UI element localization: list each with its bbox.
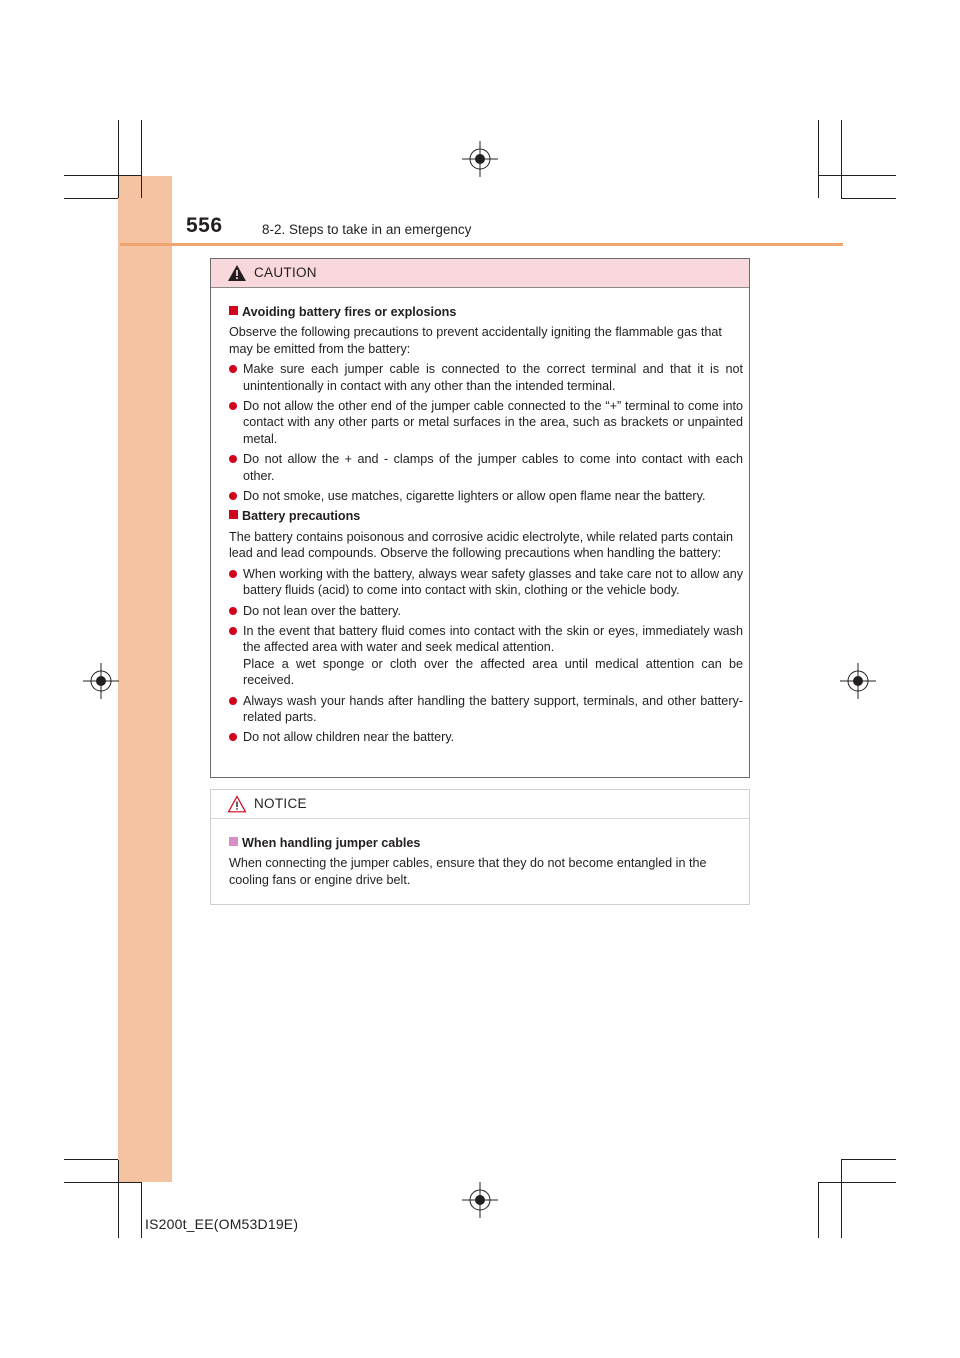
notice-box [210,789,750,905]
registration-mark-icon [462,141,498,177]
caution-content [211,288,749,746]
list-item: Do not allow the other end of the jumper cable connected to the “+” terminal to come into contact with any other parts or metal surfaces in the area, such as brackets or unpainted metal. [229,398,743,447]
round-bullet-icon [229,492,237,500]
crop-mark [64,1159,118,1160]
list-item: Make sure each jumper cable is connected to the correct terminal and that it is not unintentionally in contact with any other than the intended terminal. [229,361,743,394]
list-item: Do not allow children near the battery. [229,729,743,745]
crop-mark [818,1182,896,1183]
caution-intro: The battery contains poisonous and corrosive acidic electrolyte, while related parts contain lead and lead compounds. Observe the following precautions when handling the battery: [229,529,734,561]
crop-mark [141,120,142,198]
caution-section-title: Battery precautions [229,508,743,524]
list-item: Always wash your hands after handling the battery support, terminals, and other battery-related parts. [229,693,743,726]
notice-label: NOTICE [254,796,307,811]
round-bullet-icon [229,402,237,410]
list-item: When working with the battery, always wear safety glasses and take care not to allow any battery fluids (acid) to come into contact with skin, clothing or the vehicle body. [229,566,743,599]
crop-mark [841,1160,842,1238]
crop-mark [818,1182,819,1238]
crop-mark [818,175,896,176]
page-number: 556 [186,214,223,237]
caution-header [211,259,749,288]
crop-mark [141,1182,142,1238]
notice-header [211,790,749,819]
list-item: Do not allow the + and - clamps of the jumper cables to come into contact with each other. [229,451,743,484]
round-bullet-icon [229,697,237,705]
square-bullet-icon [229,306,238,315]
square-bullet-icon [229,837,238,846]
crop-mark [64,198,118,199]
notice-body: When connecting the jumper cables, ensure that they do not become entangled in the cooling fans or engine drive belt. [229,856,707,887]
page-header [186,214,746,244]
round-bullet-icon [229,570,237,578]
list-item: In the event that battery fluid comes into contact with the skin or eyes, immediately wash the affected area with water and seek medical attention. Place a wet sponge or cloth over the affected area until medical attention can be received. [229,623,743,689]
notice-section-title: When handling jumper cables [229,835,743,851]
crop-mark [64,175,142,176]
document-code: IS200t_EE(OM53D19E) [145,1216,299,1232]
list-item: Do not smoke, use matches, cigarette lighters or allow open flame near the battery. [229,488,743,504]
crop-mark [118,120,119,198]
side-tab-strip [118,176,172,1182]
round-bullet-icon [229,365,237,373]
notice-content [211,819,749,888]
round-bullet-icon [229,455,237,463]
caution-intro: Observe the following precautions to prevent accidentally igniting the flammable gas that may be emitted from the battery: [229,325,722,356]
crop-mark [64,1182,142,1183]
list-item: Do not lean over the battery. [229,603,743,619]
crop-mark [818,120,819,198]
caution-section-title: Avoiding battery fires or explosions [229,304,743,320]
crop-mark [841,198,896,199]
notice-triangle-icon [227,795,247,813]
registration-mark-icon [83,663,119,699]
crop-mark [118,1160,119,1238]
section-title: 8-2. Steps to take in an emergency [262,222,472,237]
crop-mark [841,1159,896,1160]
round-bullet-icon [229,733,237,741]
warning-triangle-icon [227,264,247,282]
registration-mark-icon [840,663,876,699]
caution-label: CAUTION [254,265,317,280]
crop-mark [841,120,842,198]
caution-box [210,258,750,778]
registration-mark-icon [462,1182,498,1218]
header-divider [120,243,843,246]
round-bullet-icon [229,607,237,615]
square-bullet-icon [229,510,238,519]
round-bullet-icon [229,627,237,635]
